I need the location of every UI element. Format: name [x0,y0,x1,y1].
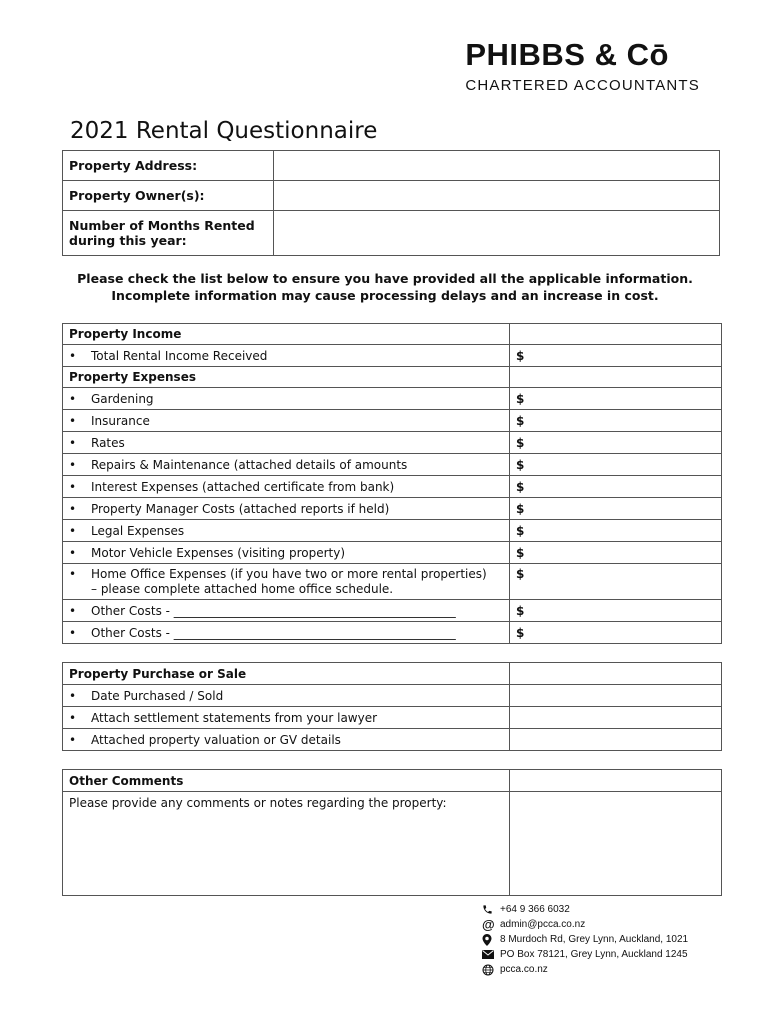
bullet-icon: • [69,479,77,494]
property-owner-field[interactable] [274,181,720,211]
home-office-line-2: – please complete attached home office schedule. [91,581,394,596]
months-rented-label: Number of Months Rented during this year: [63,211,274,256]
dollar-sign: $ [516,435,525,450]
expense-item-label: Insurance [91,413,150,428]
purchase-sale-table [62,662,722,751]
purchase-field[interactable] [510,685,722,707]
expenses-heading: Property Expenses [63,367,510,388]
amount-field[interactable] [510,388,722,410]
bullet-icon: • [69,625,77,640]
street-address: 8 Murdoch Rd, Grey Lynn, Auckland, 1021 [500,934,689,945]
bullet-icon: • [69,501,77,516]
bullet-icon: • [69,523,77,538]
table-row [63,520,722,542]
location-pin-icon [482,934,500,946]
purchase-item-label: Date Purchased / Sold [91,688,224,703]
table-row [63,729,722,751]
notice-line-1: Please check the list below to ensure you have provided all the applicable information. [77,271,693,286]
company-logo [465,38,700,96]
expense-item-label: Legal Expenses [91,523,185,538]
table-row [63,622,722,644]
dollar-sign: $ [516,603,525,618]
email-address[interactable]: admin@pcca.co.nz [500,919,586,930]
bullet-icon: • [69,391,77,406]
amount-field[interactable] [510,432,722,454]
table-row [63,388,722,410]
purchase-item-label: Attached property valuation or GV details [91,732,341,747]
table-row [63,410,722,432]
purchase-field[interactable] [510,729,722,751]
income-heading-blank [510,324,722,345]
instruction-notice [62,270,708,304]
logo-subtitle: CHARTERED ACCOUNTANTS [465,77,700,94]
table-row [63,345,722,367]
amount-field[interactable] [510,564,722,600]
table-row [63,564,722,600]
comments-field[interactable] [510,792,722,896]
expenses-heading-blank [510,367,722,388]
property-address-label: Property Address: [63,151,274,181]
dollar-sign: $ [516,391,525,406]
bullet-icon: • [69,603,77,618]
bullet-icon: • [69,732,77,747]
dollar-sign: $ [516,348,525,363]
table-row [63,454,722,476]
page-title: 2021 Rental Questionnaire [70,118,378,144]
bullet-icon: • [69,566,77,581]
bullet-icon: • [69,545,77,560]
table-row [63,707,722,729]
property-address-field[interactable] [274,151,720,181]
property-owner-label: Property Owner(s): [63,181,274,211]
phone-number[interactable]: +64 9 366 6032 [500,904,570,915]
months-rented-field[interactable] [274,211,720,256]
dollar-sign: $ [516,545,525,560]
comments-heading: Other Comments [63,770,510,792]
dollar-sign: $ [516,625,525,640]
amount-field[interactable] [510,600,722,622]
expense-item-label: Interest Expenses (attached certificate from bank) [91,479,395,494]
globe-icon [482,964,500,976]
purchase-heading-blank [510,663,722,685]
bullet-icon: • [69,688,77,703]
purchase-item-label: Attach settlement statements from your lawyer [91,710,378,725]
home-office-line-1: Home Office Expenses (if you have two or more rental properties) [91,566,487,581]
table-row [63,432,722,454]
bullet-icon: • [69,710,77,725]
comments-prompt: Please provide any comments or notes regarding the property: [63,792,510,896]
dollar-sign: $ [516,523,525,538]
table-row [63,685,722,707]
expense-item-label: Property Manager Costs (attached reports if held) [91,501,390,516]
bullet-icon: • [69,413,77,428]
property-details-table [62,150,720,256]
amount-field[interactable] [510,520,722,542]
dollar-sign: $ [516,413,525,428]
amount-field[interactable] [510,454,722,476]
table-row [63,542,722,564]
table-row [63,600,722,622]
mail-envelope-icon [482,950,500,959]
website-link[interactable]: pcca.co.nz [500,964,548,975]
income-expenses-table [62,323,722,644]
comments-table [62,769,722,896]
contact-footer [482,902,688,977]
income-heading: Property Income [63,324,510,345]
amount-field[interactable] [510,345,722,367]
amount-field[interactable] [510,622,722,644]
amount-field[interactable] [510,410,722,432]
po-box-address: PO Box 78121, Grey Lynn, Auckland 1245 [500,949,688,960]
expense-item-label: Rates [91,435,125,450]
expense-item-label: Gardening [91,391,154,406]
at-sign-icon: @ [482,917,495,932]
table-row [63,498,722,520]
income-item-label: Total Rental Income Received [91,348,268,363]
bullet-icon: • [69,457,77,472]
bullet-icon: • [69,435,77,450]
purchase-field[interactable] [510,707,722,729]
amount-field[interactable] [510,476,722,498]
logo-name: PHIBBS & Cō [465,37,669,72]
bullet-icon: • [69,348,77,363]
dollar-sign: $ [516,567,525,581]
phone-icon [482,904,500,915]
notice-line-2: Incomplete information may cause processing delays and an increase in cost. [111,288,659,303]
amount-field[interactable] [510,498,722,520]
purchase-heading: Property Purchase or Sale [63,663,510,685]
expense-item-label: Repairs & Maintenance (attached details of amounts [91,457,408,472]
expense-item-label: Motor Vehicle Expenses (visiting property) [91,545,346,560]
amount-field[interactable] [510,542,722,564]
dollar-sign: $ [516,501,525,516]
dollar-sign: $ [516,479,525,494]
other-costs-field[interactable]: Other Costs - _______________________________________________ [91,603,456,618]
comments-heading-blank [510,770,722,792]
other-costs-field[interactable]: Other Costs - _______________________________________________ [91,625,456,640]
dollar-sign: $ [516,457,525,472]
table-row [63,476,722,498]
